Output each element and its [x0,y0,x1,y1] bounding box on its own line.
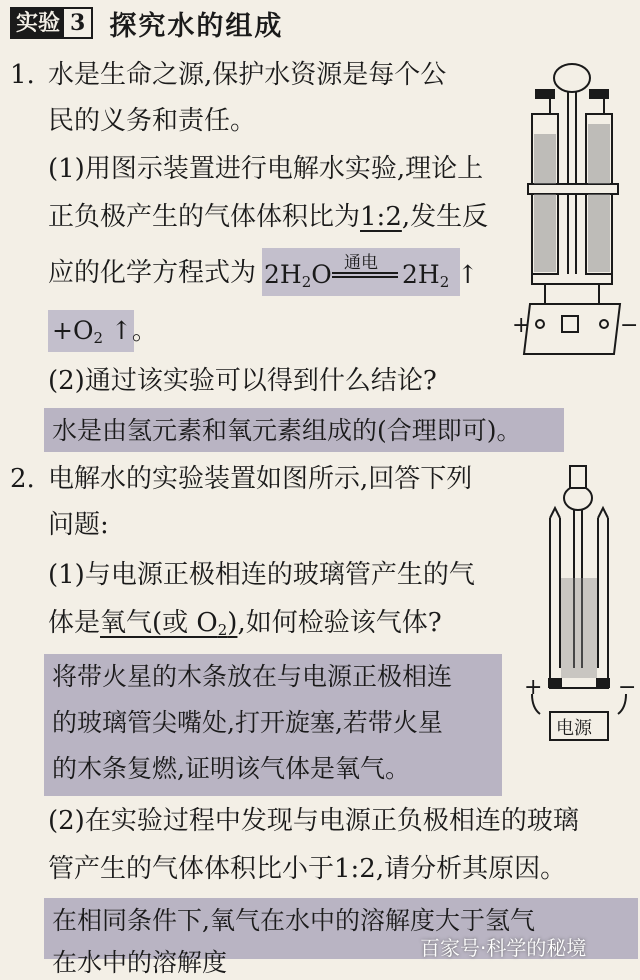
q1-part1-line3: 应的化学方程式为 [48,258,257,288]
q2-answer1-line2: 的玻璃管尖嘴处,打开旋塞,若带火星 [52,708,443,737]
q2-gas-answer [100,608,237,638]
fig2-minus-sign: − [618,675,637,700]
equation-continued [52,314,157,355]
equation-rhs [402,258,478,299]
eq-cont-arrow: ↑ [110,316,132,345]
fig1-plus-sign: + [512,313,531,338]
q1-part1-line1: (1)用图示装置进行电解水实验,理论上 [48,154,484,184]
eq-rhs-arrow: ↑ [457,260,479,289]
experiment-badge [10,7,93,39]
eq-lhs-o: O [311,260,332,289]
eq-rhs-h: 2H [402,260,440,289]
eq-cont-o: +O [52,316,94,345]
section-header [10,6,283,40]
fig1-minus-sign: − [620,313,638,338]
eq-lhs-h: 2H [264,260,302,289]
q1-part1-text: 正负极产生的气体体积比为 [48,202,361,232]
q2-part1-text-tail: ,如何检验该气体? [237,608,442,638]
q2-answer2-line2: 在水中的溶解度 [52,948,228,977]
q2-intro-line2: 问题: [48,510,109,540]
section-title: 探究水的组成 [109,10,284,42]
q2-answer1-line1: 将带火星的木条放在与电源正极相连 [52,662,453,691]
equation-long-arrow [330,270,400,280]
q1-part1-line2 [48,200,488,234]
electrolysis-apparatus-1 [510,54,638,374]
q1-part2-answer: 水是由氢元素和氧元素组成的(合理即可)。 [52,416,522,445]
electrolysis-apparatus-2 [520,458,638,758]
q1-intro-line2: 民的义务和责任。 [48,106,257,136]
badge-number: 3 [70,10,86,36]
power-supply-label: 电源 [556,718,592,739]
q1-intro-line1: 水是生命之源,保护水资源是每个公 [48,60,447,90]
q2-gas-name: 氧气(或 O [100,608,218,638]
eq-cont-sub: 2 [93,329,103,347]
q1-ratio-answer: 1:2 [360,202,402,232]
q2-part1-line2 [48,606,442,647]
q1-part2-question: (2)通过该实验可以得到什么结论? [48,366,437,396]
equation-lhs [264,258,332,299]
q2-answer2-line1: 在相同条件下,氧气在水中的溶解度大于氢气 [52,906,535,935]
q2-number: 2. [10,464,35,494]
fig2-plus-sign: + [524,675,543,700]
watermark: 百家号·科学的秘境 [420,936,587,960]
eq-cont-end: 。 [131,316,157,345]
q2-part2-line1: (2)在实验过程中发现与电源正负极相连的玻璃 [48,806,579,836]
q2-part2-line2: 管产生的气体体积比小于1:2,请分析其原因。 [48,854,567,884]
q2-answer1-line3: 的木条复燃,证明该气体是氧气。 [52,754,410,783]
equation-condition: 通电 [344,253,378,273]
q1-part1-text-tail: ,发生反 [401,202,489,232]
q1-number: 1. [10,60,35,90]
eq-rhs-sub: 2 [439,273,450,291]
q2-gas-close: ) [227,608,238,638]
badge-label: 实验 [12,9,64,37]
q2-part1-line1: (1)与电源正极相连的玻璃管产生的气 [48,560,475,590]
q2-part1-text: 体是 [48,608,101,638]
q2-gas-sub: 2 [217,621,228,639]
eq-lhs-sub: 2 [301,273,312,291]
q2-intro-line1: 电解水的实验装置如图所示,回答下列 [48,464,473,494]
